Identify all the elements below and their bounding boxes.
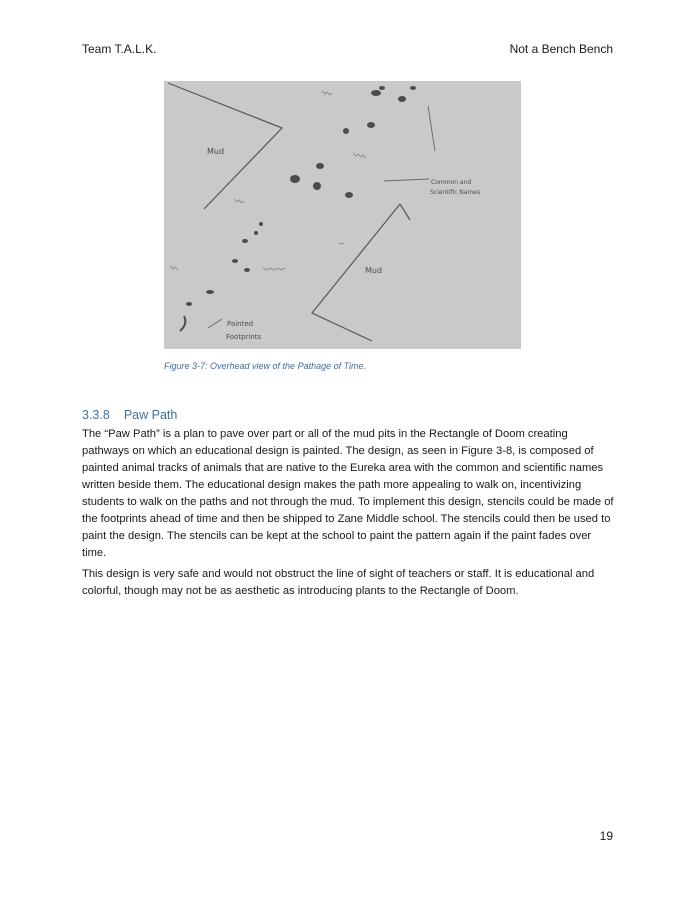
figure-sketch — [164, 81, 521, 349]
mud-label-bottom-right: Mud — [365, 266, 383, 275]
sketch-drawing — [164, 81, 521, 349]
paragraph-safety-assessment: This design is very safe and would not obstruct the line of sight of teachers or staff. It is educational and colorful, though may not be as aesthetic as introducing plants to the Rectangle of Doom. — [82, 568, 595, 597]
page-number: 19 — [599, 829, 613, 843]
section-number: 3.3.8 — [82, 408, 110, 422]
painted-footprints-label-line2: Footprints — [226, 333, 262, 341]
mud-label-top-left: Mud — [207, 147, 225, 156]
section-title: Paw Path — [123, 408, 178, 422]
header-team-name: Team T.A.L.K. — [82, 42, 157, 56]
section-heading — [82, 408, 177, 422]
common-names-label-line1: Common and — [431, 179, 472, 186]
painted-footprints-label-line1: Painted — [227, 320, 254, 328]
common-names-label-line2: Scientific Names — [430, 189, 481, 196]
figure-caption: Figure 3-7: Overhead view of the Pathage of Time. — [164, 361, 367, 371]
header-document-title: Not a Bench Bench — [509, 42, 613, 56]
paragraph-paw-path-description: The “Paw Path” is a plan to pave over part or all of the mud pits in the Rectangle of Doom creating pathways on which an educational design is painted. The design, as seen in Figure 3-8, is composed of painted animal tracks of animals that are native to the Eureka area with the common and scientific names written beside them. The educational design makes the path more appealing to walk on, incentivizing students to walk on the paths and not through the mud. To implement this design, stencils could be made of the footprints ahead of time and then be shipped to Zane Middle school. The stencils could then be used to paint the design. The stencils can be kept at the school to paint the pattern again if the paint fades over time. — [82, 428, 614, 559]
